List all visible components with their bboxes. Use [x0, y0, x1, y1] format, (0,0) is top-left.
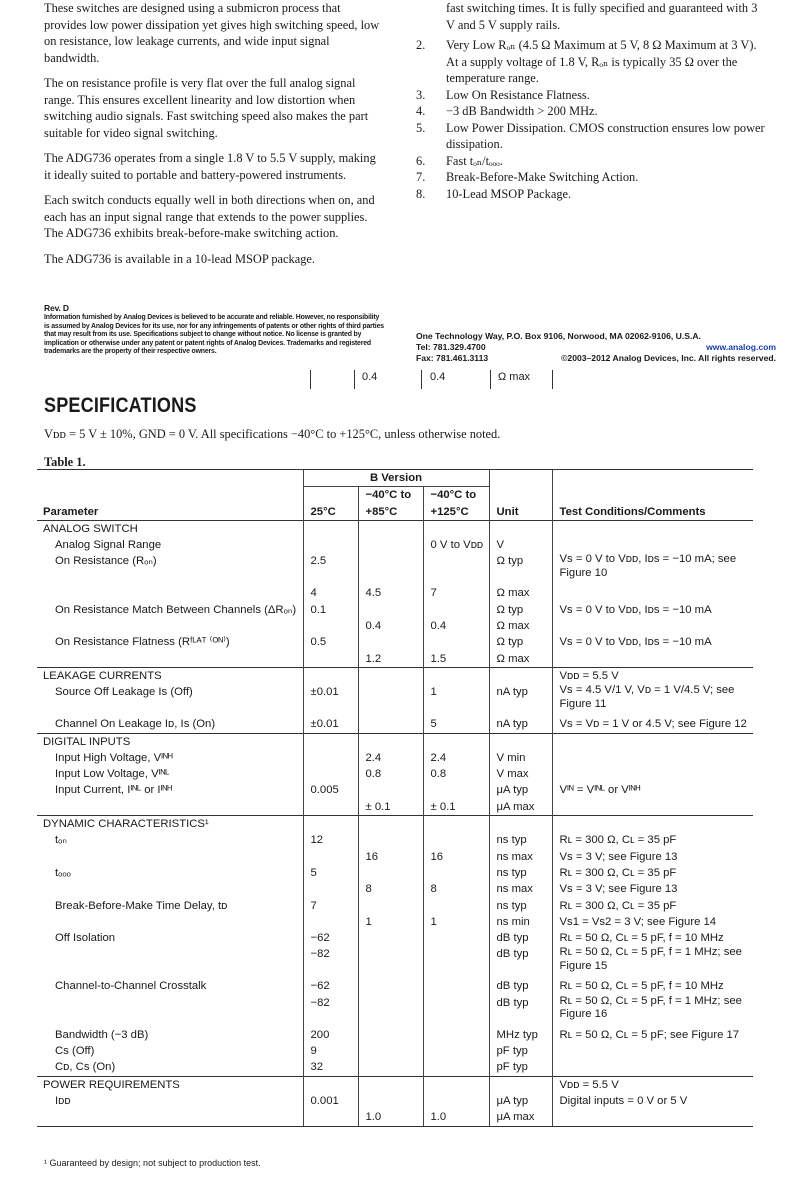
- product-highlights-column: [416, 0, 766, 202]
- description-paragraph: The ADG736 operates from a single 1.8 V to 5.5 V supply, making it ideally suited to portable and battery-powered instruments.: [44, 151, 376, 182]
- feature-item: [416, 153, 766, 170]
- value-85c-cell: [358, 946, 423, 978]
- unit-cell: Ω typ: [489, 553, 552, 585]
- table-row: [37, 930, 753, 946]
- value-25c-cell: 0.5: [303, 634, 358, 650]
- table-row: [37, 995, 753, 1027]
- table-row: [37, 684, 753, 716]
- value-25c-cell: −62: [303, 978, 358, 994]
- unit-cell: [489, 733, 552, 750]
- value-85c-cell: 1.2: [358, 651, 423, 668]
- value-85c-cell: [358, 602, 423, 618]
- value-125c-cell: 0.4: [423, 618, 489, 634]
- test-condition-cell: Vᴅᴅ = 5.5 V: [552, 667, 753, 684]
- table-row: [37, 1027, 753, 1043]
- table-row: [37, 914, 753, 930]
- section-row: [37, 1076, 753, 1093]
- value-25c-cell: [303, 766, 358, 782]
- value-25c-cell: 9: [303, 1043, 358, 1059]
- divider: [354, 370, 355, 389]
- parameter-cell: Channel-to-Channel Crosstalk: [55, 980, 207, 993]
- parameter-cell: Cᴅ, Cs (On): [55, 1061, 116, 1074]
- parameter-cell: On Resistance Match Between Channels (ΔRₒₙ): [55, 603, 297, 616]
- unit-cell: nA typ: [489, 716, 552, 733]
- value-85c-cell: [358, 816, 423, 833]
- parameter-cell: Bandwidth (−3 dB): [55, 1028, 149, 1041]
- test-condition-cell: Digital inputs = 0 V or 5 V: [552, 1093, 753, 1109]
- table-row: [37, 585, 753, 601]
- unit-cell: μA typ: [489, 782, 552, 798]
- value-125c-cell: [423, 978, 489, 994]
- table-row: [37, 978, 753, 994]
- feature-item: [416, 0, 766, 33]
- value-85c-cell: [358, 995, 423, 1027]
- parameter-cell: Break-Before-Make Time Delay, tᴅ: [55, 899, 228, 912]
- test-condition-cell: Rʟ = 300 Ω, Cʟ = 35 pF: [552, 898, 753, 914]
- value-25c-cell: 7: [303, 898, 358, 914]
- value-25c-cell: −82: [303, 995, 358, 1027]
- feature-text: −3 dB Bandwidth > 200 MHz.: [446, 104, 598, 118]
- value-125c-cell: [423, 553, 489, 585]
- value-85c-cell: [358, 1027, 423, 1043]
- fax-number: Fax: 781.461.3113: [416, 352, 489, 363]
- parameter-cell: [37, 914, 303, 930]
- feature-item: [416, 169, 766, 186]
- parameter-cell: [37, 799, 303, 816]
- value-85c-cell: 4.5: [358, 585, 423, 601]
- description-paragraph: These switches are designed using a submicron process that provides low power dissipation yet gives high switching speed, low on resistance, low leakage currents, and wide input signal bandwidth.: [44, 1, 380, 65]
- unit-cell: Ω max: [489, 618, 552, 634]
- test-condition-cell: Vs = 0 V to Vᴅᴅ, Iᴅs = −10 mA; see Figure 10: [552, 553, 753, 585]
- section-row: [37, 667, 753, 684]
- legal-text: Information furnished by Analog Devices is believed to be accurate and reliable. However, no responsibility is assumed by Analog Devices for its use, nor for any infringements of patents or other rights of third parties that may result from its use. Specifications subject to change without notice. No license is granted by implication or otherwise under any patent or patent rights of Analog Devices. Trademarks and registered trademarks are the property of their respective owners.: [44, 314, 384, 356]
- parameter-cell: On Resistance Flatness (Rᶠᴸᴬᵀ ⁽ᴼᴺ⁾): [55, 636, 230, 649]
- value-125c-cell: [423, 634, 489, 650]
- unit-cell: dB typ: [489, 995, 552, 1027]
- column-header: −40°C to: [423, 487, 489, 504]
- parameter-cell: [37, 618, 303, 634]
- unit-cell: pF typ: [489, 1059, 552, 1076]
- parameter-cell: Input Low Voltage, Vᴵᴺᴸ: [55, 768, 170, 781]
- value-85c-cell: [358, 537, 423, 553]
- footnote: ¹ Guaranteed by design; not subject to production test.: [44, 1158, 261, 1168]
- unit-cell: μA typ: [489, 1093, 552, 1109]
- feature-text: Low Power Dissipation. CMOS construction ensures low power dissipation.: [446, 120, 765, 151]
- value-125c-cell: [423, 995, 489, 1027]
- parameter-cell: On Resistance (Rₒₙ): [55, 555, 157, 568]
- value-25c-cell: [303, 914, 358, 930]
- feature-number: 2.: [416, 38, 426, 52]
- value-85c-cell: [358, 898, 423, 914]
- parameter-cell: [37, 849, 303, 865]
- unit-cell: ns max: [489, 849, 552, 865]
- unit-cell: ns typ: [489, 832, 552, 848]
- value-125c-cell: ± 0.1: [423, 799, 489, 816]
- table-row: [37, 651, 753, 668]
- table-row: [37, 634, 753, 650]
- table-row: [37, 1093, 753, 1109]
- value-125c-cell: [423, 832, 489, 848]
- feature-text: Low On Resistance Flatness.: [446, 87, 590, 102]
- test-condition-cell: [552, 766, 753, 782]
- fragment-unit: Ω max: [498, 371, 531, 383]
- parameter-cell: POWER REQUIREMENTS: [37, 1076, 303, 1093]
- unit-cell: ns max: [489, 881, 552, 897]
- parameter-cell: [37, 651, 303, 668]
- feature-number: 3.: [416, 87, 426, 102]
- parameter-cell: Input Current, Iᴵᴺᴸ or Iᴵᴺᴴ: [55, 784, 173, 797]
- value-25c-cell: ±0.01: [303, 716, 358, 733]
- value-125c-cell: [423, 1093, 489, 1109]
- value-125c-cell: [423, 520, 489, 537]
- test-condition-cell: Vs = 0 V to Vᴅᴅ, Iᴅs = −10 mA: [552, 602, 753, 618]
- table-row: [37, 832, 753, 848]
- feature-text: 10-Lead MSOP Package.: [446, 186, 572, 201]
- value-25c-cell: [303, 618, 358, 634]
- test-condition-cell: [552, 1043, 753, 1059]
- unit-cell: [489, 667, 552, 684]
- column-group-header: B Version: [303, 470, 489, 487]
- value-85c-cell: [358, 978, 423, 994]
- test-condition-cell: Rʟ = 50 Ω, Cʟ = 5 pF, f = 1 MHz; see Figure 16: [552, 995, 753, 1027]
- unit-cell: MHz typ: [489, 1027, 552, 1043]
- unit-cell: dB typ: [489, 978, 552, 994]
- value-85c-cell: [358, 634, 423, 650]
- value-85c-cell: 2.4: [358, 750, 423, 766]
- value-85c-cell: [358, 930, 423, 946]
- table-row: [37, 898, 753, 914]
- test-condition-cell: Vs1 = Vs2 = 3 V; see Figure 14: [552, 914, 753, 930]
- spec-conditions: Vᴅᴅ = 5 V ± 10%, GND = 0 V. All specifications −40°C to +125°C, unless otherwise noted.: [44, 427, 501, 441]
- parameter-cell: Source Off Leakage Is (Off): [55, 686, 193, 699]
- unit-cell: ns min: [489, 914, 552, 930]
- unit-cell: [489, 1076, 552, 1093]
- parameter-cell: ANALOG SWITCH: [43, 522, 138, 535]
- value-85c-cell: [358, 520, 423, 537]
- table-row: [37, 766, 753, 782]
- test-condition-cell: Vs = Vᴅ = 1 V or 4.5 V; see Figure 12: [552, 716, 753, 733]
- value-25c-cell: [303, 849, 358, 865]
- table-header-row: [37, 470, 753, 487]
- value-25c-cell: [303, 1076, 358, 1093]
- test-condition-cell: Rʟ = 50 Ω, Cʟ = 5 pF, f = 10 MHz: [552, 930, 753, 946]
- test-condition-cell: Vᴵᴺ = Vᴵᴺᴸ or Vᴵᴺᴴ: [552, 782, 753, 798]
- value-25c-cell: 200: [303, 1027, 358, 1043]
- test-condition-cell: Vs = 3 V; see Figure 13: [552, 849, 753, 865]
- value-85c-cell: [358, 782, 423, 798]
- column-header: +125°C: [423, 504, 489, 521]
- parameter-cell: Off Isolation: [55, 932, 116, 945]
- value-25c-cell: 0.001: [303, 1093, 358, 1109]
- divider: [310, 370, 311, 389]
- phone-number: Tel: 781.329.4700: [416, 341, 486, 352]
- value-125c-cell: [423, 816, 489, 833]
- test-condition-cell: [552, 1059, 753, 1076]
- value-125c-cell: [423, 733, 489, 750]
- value-85c-cell: 8: [358, 881, 423, 897]
- column-header: Parameter: [43, 505, 99, 518]
- table-row: [37, 1043, 753, 1059]
- test-condition-cell: Vᴅᴅ = 5.5 V: [552, 1076, 753, 1093]
- value-25c-cell: [303, 733, 358, 750]
- value-85c-cell: [358, 1059, 423, 1076]
- feature-text: Fast tₒₙ/tₒₒₒ.: [446, 153, 503, 168]
- parameter-cell: Input High Voltage, Vᴵᴺᴴ: [55, 751, 173, 764]
- test-condition-cell: [552, 733, 753, 750]
- divider: [552, 370, 553, 389]
- unit-cell: Ω typ: [489, 602, 552, 618]
- table-row: [37, 602, 753, 618]
- value-125c-cell: 16: [423, 849, 489, 865]
- value-85c-cell: [358, 832, 423, 848]
- test-condition-cell: Vs = 0 V to Vᴅᴅ, Iᴅs = −10 mA: [552, 634, 753, 650]
- value-25c-cell: [303, 520, 358, 537]
- value-85c-cell: [358, 1093, 423, 1109]
- value-125c-cell: [423, 930, 489, 946]
- value-125c-cell: 0 V to Vᴅᴅ: [423, 537, 489, 553]
- table-header-row: [37, 504, 753, 521]
- parameter-cell: [37, 881, 303, 897]
- parameter-cell: tₒₒₒ: [55, 866, 71, 879]
- parameter-cell: Analog Signal Range: [55, 539, 162, 552]
- value-125c-cell: 1: [423, 684, 489, 716]
- unit-cell: nA typ: [489, 684, 552, 716]
- feature-text: fast switching times. It is fully specified and guaranteed with 3 V and 5 V supply rails.: [446, 1, 758, 32]
- feature-number: 4.: [416, 104, 426, 118]
- value-125c-cell: 0.8: [423, 766, 489, 782]
- column-header: +85°C: [358, 504, 423, 521]
- test-condition-cell: [552, 537, 753, 553]
- value-125c-cell: [423, 1059, 489, 1076]
- value-85c-cell: [358, 553, 423, 585]
- description-paragraph: Each switch conducts equally well in both directions when on, and each has an input signal range that extends to the power supplies. The ADG736 exhibits break-before-make switching action.: [44, 193, 375, 240]
- test-condition-cell: [552, 520, 753, 537]
- test-condition-cell: Rʟ = 50 Ω, Cʟ = 5 pF, f = 1 MHz; see Figure 15: [552, 946, 753, 978]
- unit-cell: dB typ: [489, 946, 552, 978]
- value-85c-cell: ± 0.1: [358, 799, 423, 816]
- column-header: 25°C: [303, 504, 358, 521]
- parameter-cell: Channel On Leakage Iᴅ, Is (On): [55, 718, 216, 731]
- value-85c-cell: 0.8: [358, 766, 423, 782]
- test-condition-cell: Rʟ = 300 Ω, Cʟ = 35 pF: [552, 865, 753, 881]
- unit-cell: [489, 520, 552, 537]
- value-125c-cell: [423, 1043, 489, 1059]
- value-85c-cell: 1: [358, 914, 423, 930]
- legal-notice: [44, 304, 384, 356]
- feature-number: 7.: [416, 170, 426, 184]
- test-condition-cell: [552, 651, 753, 668]
- company-address: [416, 331, 776, 363]
- value-85c-cell: 0.4: [358, 618, 423, 634]
- parameter-cell: Cs (Off): [55, 1045, 95, 1058]
- feature-item: [416, 37, 766, 87]
- test-condition-cell: [552, 750, 753, 766]
- value-85c-cell: [358, 716, 423, 733]
- value-25c-cell: −62: [303, 930, 358, 946]
- description-paragraph: The on resistance profile is very flat over the full analog signal range. This ensures excellent linearity and low distortion when switching audio signals. Fast switching speed also makes the part suitable for video signal switching.: [44, 76, 369, 140]
- value-125c-cell: 7: [423, 585, 489, 601]
- table-row: [37, 1109, 753, 1126]
- table-row: [37, 881, 753, 897]
- address-line: One Technology Way, P.O. Box 9106, Norwood, MA 02062-9106, U.S.A.: [416, 331, 701, 341]
- test-condition-cell: [552, 1109, 753, 1126]
- column-header: Unit: [489, 504, 552, 521]
- unit-cell: μA max: [489, 1109, 552, 1126]
- value-125c-cell: 5: [423, 716, 489, 733]
- feature-item: [416, 186, 766, 203]
- test-condition-cell: Rʟ = 300 Ω, Cʟ = 35 pF: [552, 832, 753, 848]
- value-25c-cell: [303, 651, 358, 668]
- value-125c-cell: 2.4: [423, 750, 489, 766]
- unit-cell: μA max: [489, 799, 552, 816]
- value-25c-cell: 0.1: [303, 602, 358, 618]
- revision-label: Rev. D: [44, 303, 69, 313]
- value-85c-cell: [358, 733, 423, 750]
- section-row: [37, 520, 753, 537]
- unit-cell: [489, 816, 552, 833]
- section-row: [37, 733, 753, 750]
- feature-number: 5.: [416, 120, 426, 135]
- feature-number: 6.: [416, 153, 426, 168]
- test-condition-cell: Rʟ = 50 Ω, Cʟ = 5 pF, f = 10 MHz: [552, 978, 753, 994]
- divider: [490, 370, 491, 389]
- value-25c-cell: [303, 816, 358, 833]
- value-25c-cell: 4: [303, 585, 358, 601]
- unit-cell: Ω max: [489, 651, 552, 668]
- feature-item: [416, 87, 766, 104]
- table-row: [37, 799, 753, 816]
- table-header-row: [37, 487, 753, 504]
- feature-item: [416, 120, 766, 153]
- unit-cell: V min: [489, 750, 552, 766]
- unit-cell: V max: [489, 766, 552, 782]
- value-25c-cell: 0.005: [303, 782, 358, 798]
- parameter-cell: [37, 585, 303, 601]
- value-25c-cell: 32: [303, 1059, 358, 1076]
- parameter-cell: [37, 995, 303, 1027]
- table-label: Table 1.: [44, 455, 86, 469]
- value-125c-cell: [423, 946, 489, 978]
- unit-cell: dB typ: [489, 930, 552, 946]
- section-title: SPECIFICATIONS: [44, 394, 197, 417]
- value-25c-cell: [303, 667, 358, 684]
- value-25c-cell: 2.5: [303, 553, 358, 585]
- value-125c-cell: [423, 602, 489, 618]
- table-row: [37, 553, 753, 585]
- value-85c-cell: [358, 667, 423, 684]
- parameter-cell: DIGITAL INPUTS: [37, 733, 303, 750]
- table-row: [37, 750, 753, 766]
- value-85c-cell: [358, 684, 423, 716]
- description-paragraph: The ADG736 is available in a 10-lead MSOP package.: [44, 251, 316, 266]
- parameter-cell: tₒₙ: [55, 834, 67, 847]
- value-125c-cell: 1.0: [423, 1109, 489, 1126]
- value-25c-cell: ±0.01: [303, 684, 358, 716]
- feature-text: Break-Before-Make Switching Action.: [446, 170, 639, 184]
- value-125c-cell: [423, 865, 489, 881]
- unit-cell: ns typ: [489, 898, 552, 914]
- value-25c-cell: −82: [303, 946, 358, 978]
- section-row: [37, 816, 753, 833]
- column-header: −40°C to: [358, 487, 423, 504]
- test-condition-cell: Rʟ = 50 Ω, Cʟ = 5 pF; see Figure 17: [552, 1027, 753, 1043]
- table-row: [37, 716, 753, 733]
- value-125c-cell: [423, 898, 489, 914]
- value-25c-cell: [303, 750, 358, 766]
- value-125c-cell: 1: [423, 914, 489, 930]
- test-condition-cell: Vs = 4.5 V/1 V, Vᴅ = 1 V/4.5 V; see Figure 11: [552, 684, 753, 716]
- value-125c-cell: [423, 1027, 489, 1043]
- value-25c-cell: 12: [303, 832, 358, 848]
- parameter-cell: [37, 1109, 303, 1126]
- feature-number: 8.: [416, 186, 426, 201]
- value-25c-cell: 5: [303, 865, 358, 881]
- value-125c-cell: 8: [423, 881, 489, 897]
- feature-text: Very Low Rₒₙ (4.5 Ω Maximum at 5 V, 8 Ω Maximum at 3 V). At a supply voltage of 1.8 V, Rₒₙ is typically 35 Ω over the temperature range.: [446, 38, 757, 85]
- test-condition-cell: [552, 799, 753, 816]
- table-row: [37, 782, 753, 798]
- value-85c-cell: [358, 1043, 423, 1059]
- unit-cell: ns typ: [489, 865, 552, 881]
- value-85c-cell: [358, 865, 423, 881]
- test-condition-cell: [552, 618, 753, 634]
- value-85c-cell: 16: [358, 849, 423, 865]
- value-25c-cell: [303, 799, 358, 816]
- column-header: Test Conditions/Comments: [552, 504, 753, 521]
- table-row: [37, 537, 753, 553]
- fragment-value: 0.4: [430, 371, 446, 383]
- fragment-value: 0.4: [362, 371, 378, 383]
- table-row: [37, 618, 753, 634]
- value-85c-cell: [358, 1076, 423, 1093]
- unit-cell: V: [489, 537, 552, 553]
- divider: [421, 370, 422, 389]
- description-column: [44, 0, 384, 276]
- copyright-text: ©2003–2012 Analog Devices, Inc. All rights reserved.: [561, 352, 776, 363]
- unit-cell: pF typ: [489, 1043, 552, 1059]
- value-25c-cell: [303, 881, 358, 897]
- table-row: [37, 1059, 753, 1076]
- test-condition-cell: Vs = 3 V; see Figure 13: [552, 881, 753, 897]
- parameter-cell: Iᴅᴅ: [55, 1094, 71, 1107]
- value-125c-cell: [423, 667, 489, 684]
- value-25c-cell: [303, 1109, 358, 1126]
- table-row: [37, 865, 753, 881]
- parameter-cell: [37, 946, 303, 978]
- unit-cell: Ω max: [489, 585, 552, 601]
- value-125c-cell: [423, 1076, 489, 1093]
- specifications-table: [37, 469, 753, 1127]
- website-link[interactable]: www.analog.com: [706, 341, 776, 352]
- value-25c-cell: [303, 537, 358, 553]
- feature-item: [416, 103, 766, 120]
- value-125c-cell: [423, 782, 489, 798]
- table-row: [37, 849, 753, 865]
- parameter-cell: DYNAMIC CHARACTERISTICS¹: [37, 816, 303, 833]
- unit-cell: Ω typ: [489, 634, 552, 650]
- value-125c-cell: 1.5: [423, 651, 489, 668]
- value-85c-cell: 1.0: [358, 1109, 423, 1126]
- test-condition-cell: [552, 585, 753, 601]
- parameter-cell: LEAKAGE CURRENTS: [37, 667, 303, 684]
- test-condition-cell: [552, 816, 753, 833]
- table-row: [37, 946, 753, 978]
